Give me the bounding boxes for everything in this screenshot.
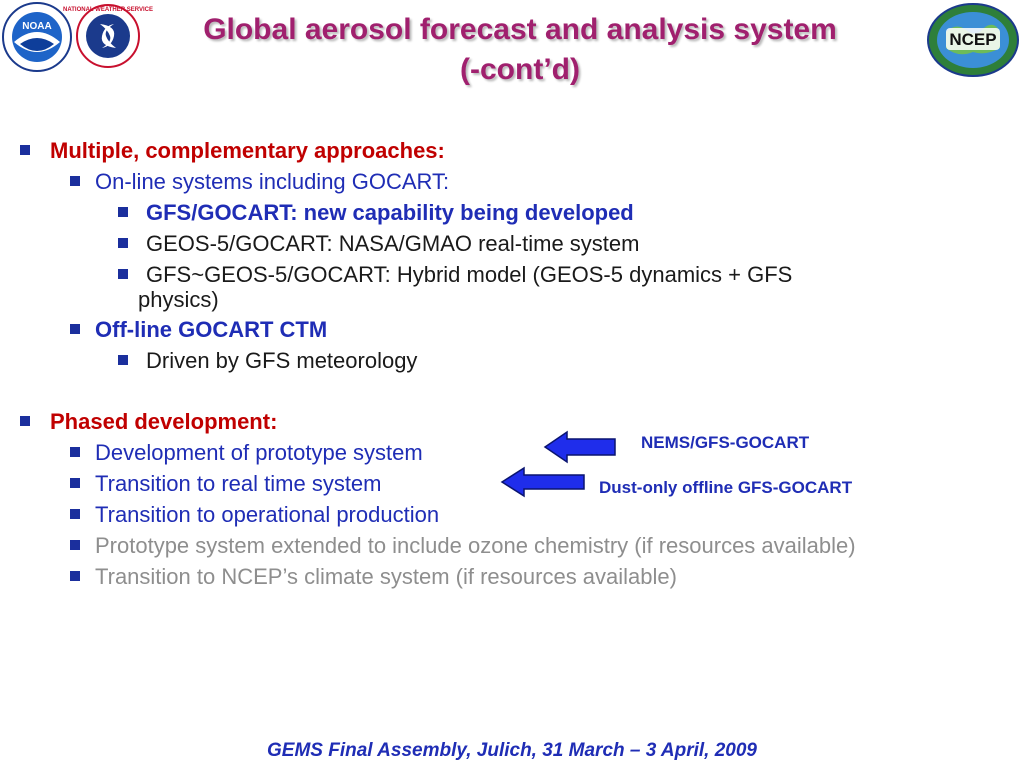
bullet-square-icon: [70, 571, 80, 581]
bullet-hybrid-line-2: physics): [138, 287, 219, 312]
bullet-square-icon: [70, 324, 80, 334]
callout-dust: Dust-only offline GFS-GOCART: [599, 478, 853, 497]
slide-title-line-1: Global aerosol forecast and analysis system: [203, 13, 837, 46]
bullet-square-icon: [20, 145, 30, 155]
left-arrow-icon: [543, 430, 619, 464]
bullet-square-icon: [70, 540, 80, 550]
left-arrow-icon: [500, 466, 588, 498]
bullet-phased: Phased development:: [50, 409, 278, 434]
bullet-square-icon: [118, 269, 128, 279]
footer-text: GEMS Final Assembly, Julich, 31 March – 3 April, 2009: [267, 740, 757, 761]
bullet-climate: Transition to NCEP’s climate system (if resources available): [95, 564, 677, 589]
slide-title-line-2: (-cont’d): [460, 53, 580, 86]
noaa-logo-text: NOAA: [22, 21, 52, 32]
nws-ring-text: NATIONAL WEATHER SERVICE: [63, 7, 153, 13]
bullet-square-icon: [70, 478, 80, 488]
bullet-online: On-line systems including GOCART:: [95, 169, 450, 194]
bullet-driven: Driven by GFS meteorology: [146, 348, 418, 373]
bullet-square-icon: [70, 447, 80, 457]
bullet-realtime: Transition to real time system: [95, 471, 382, 496]
bullet-geos5: GEOS-5/GOCART: NASA/GMAO real-time system: [146, 231, 640, 256]
ncep-logo-text: NCEP: [949, 30, 997, 49]
callout-nems: NEMS/GFS-GOCART: [641, 433, 810, 452]
bullet-square-icon: [118, 207, 128, 217]
bullet-square-icon: [118, 355, 128, 365]
bullet-square-icon: [70, 509, 80, 519]
bullet-gfs-gocart: GFS/GOCART: new capability being developed: [146, 200, 634, 225]
bullet-approaches: Multiple, complementary approaches:: [50, 138, 445, 163]
bullet-square-icon: [118, 238, 128, 248]
bullet-square-icon: [70, 176, 80, 186]
bullet-prototype: Development of prototype system: [95, 440, 423, 465]
bullet-hybrid-line-1: GFS~GEOS-5/GOCART: Hybrid model (GEOS-5 dynamics + GFS: [146, 262, 793, 287]
bullet-operational: Transition to operational production: [95, 502, 440, 527]
bullet-offline: Off-line GOCART CTM: [95, 317, 328, 342]
bullet-ozone: Prototype system extended to include ozone chemistry (if resources available): [95, 533, 856, 558]
bullet-square-icon: [20, 416, 30, 426]
